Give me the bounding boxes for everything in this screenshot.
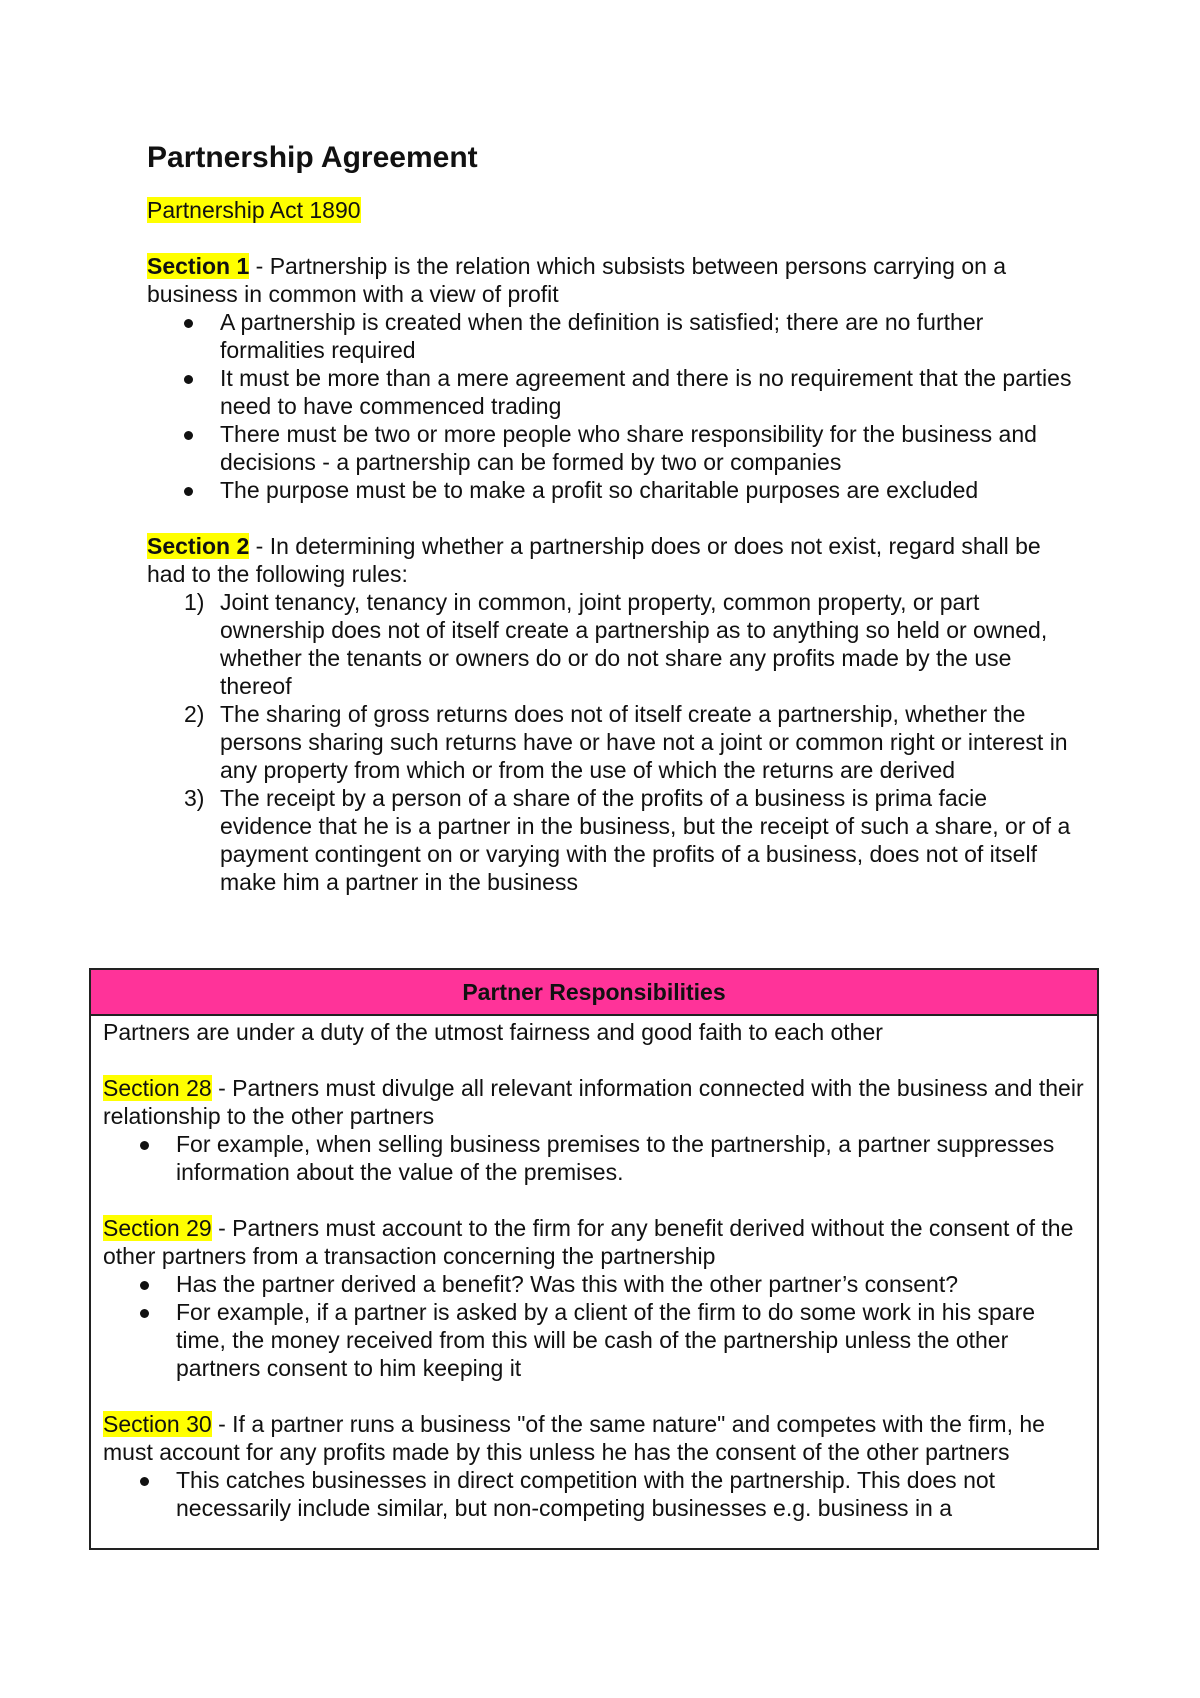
- bullet-text: For example, if a partner is asked by a client of the firm to do some work in his spare time, the money received from this will be cash of the partnership unless the other partners consent to him keeping it: [176, 1299, 1036, 1381]
- bullet-icon: [184, 431, 193, 440]
- bullet-icon: [140, 1309, 149, 1318]
- spacer: [103, 1046, 1087, 1074]
- bullet-icon: [184, 319, 193, 328]
- list-item: [147, 420, 1077, 476]
- section-30-label: Section 30: [103, 1411, 212, 1437]
- bullet-text: The purpose must be to make a profit so charitable purposes are excluded: [220, 477, 979, 503]
- section-30-paragraph: [103, 1410, 1087, 1466]
- bullet-text: Has the partner derived a benefit? Was this with the other partner’s consent?: [176, 1271, 959, 1297]
- document-content: [147, 140, 1077, 896]
- section-29-paragraph: [103, 1214, 1087, 1270]
- list-item: [147, 364, 1077, 420]
- section-29-label: Section 29: [103, 1215, 212, 1241]
- bullet-text: A partnership is created when the definition is satisfied; there are no further formalities required: [220, 309, 984, 363]
- list-item: [147, 588, 1077, 700]
- rule-text: The sharing of gross returns does not of itself create a partnership, whether the persons sharing such returns have or have not a joint or common right or interest in any property from which or from the use of which the returns are derived: [220, 701, 1068, 783]
- section-1-paragraph: [147, 252, 1077, 308]
- section-1-text: - Partnership is the relation which subsists between persons carrying on a business in common with a view of profit: [147, 253, 1007, 307]
- bullet-text: It must be more than a mere agreement and there is no requirement that the parties need to have commenced trading: [220, 365, 1072, 419]
- section-28-bullets: [103, 1130, 1087, 1186]
- bullet-text: For example, when selling business premises to the partnership, a partner suppresses information about the value of the premises.: [176, 1131, 1055, 1185]
- spacer: [147, 504, 1077, 532]
- section-29-bullets: [103, 1270, 1087, 1382]
- section-2-label: Section 2: [147, 533, 250, 559]
- bullet-icon: [184, 487, 193, 496]
- list-item: [103, 1298, 1087, 1382]
- rule-text: Joint tenancy, tenancy in common, joint property, common property, or part ownership does not of itself create a partnership as to anything so held or owned, whether the tenants or owners do or do not share any profits made by the use thereof: [220, 589, 1048, 699]
- spacer: [103, 1186, 1087, 1214]
- section-29-text: - Partners must account to the firm for any benefit derived without the consent of the other partners from a transaction concerning the partnership: [103, 1215, 1074, 1269]
- bullet-icon: [140, 1477, 149, 1486]
- table-body: [91, 1016, 1097, 1522]
- rule-text: The receipt by a person of a share of the profits of a business is prima facie evidence that he is a partner in the business, but the receipt of such a share, or of a payment contingent on or varying with the profits of a business, does not of itself make him a partner in the business: [220, 785, 1071, 895]
- section-2-text: - In determining whether a partnership does or does not exist, regard shall be had to the following rules:: [147, 533, 1041, 587]
- act-heading: [147, 196, 1077, 224]
- bullet-icon: [140, 1141, 149, 1150]
- partner-responsibilities-table: [89, 968, 1099, 1550]
- list-item: [147, 476, 1077, 504]
- section-28-text: - Partners must divulge all relevant information connected with the business and their relationship to the other partners: [103, 1075, 1084, 1129]
- section-1-label: Section 1: [147, 253, 250, 279]
- responsibilities-intro: Partners are under a duty of the utmost fairness and good faith to each other: [103, 1019, 883, 1045]
- list-number: 2): [184, 701, 205, 727]
- bullet-icon: [184, 375, 193, 384]
- act-label: Partnership Act 1890: [147, 197, 361, 223]
- list-item: [147, 308, 1077, 364]
- spacer: [103, 1382, 1087, 1410]
- section-1-bullets: [147, 308, 1077, 504]
- document-title: Partnership Agreement: [147, 141, 478, 174]
- section-30-text: - If a partner runs a business "of the same nature" and competes with the firm, he must account for any profits made by this unless he has the consent of the other partners: [103, 1411, 1045, 1465]
- list-item: [103, 1130, 1087, 1186]
- bullet-icon: [140, 1281, 149, 1290]
- list-number: 1): [184, 589, 205, 615]
- list-item: [103, 1466, 1087, 1522]
- list-number: 3): [184, 785, 205, 811]
- section-2-rules: [147, 588, 1077, 896]
- list-item: [147, 700, 1077, 784]
- section-28-paragraph: [103, 1074, 1087, 1130]
- bullet-text: There must be two or more people who share responsibility for the business and decisions - a partnership can be formed by two or companies: [220, 421, 1037, 475]
- list-item: [103, 1270, 1087, 1298]
- bullet-text: This catches businesses in direct competition with the partnership. This does not necessarily include similar, but non-competing businesses e.g. business in a: [176, 1467, 996, 1521]
- list-item: [147, 784, 1077, 896]
- section-30-bullets: [103, 1466, 1087, 1522]
- table-header: Partner Responsibilities: [91, 970, 1097, 1016]
- section-28-label: Section 28: [103, 1075, 212, 1101]
- section-2-paragraph: [147, 532, 1077, 588]
